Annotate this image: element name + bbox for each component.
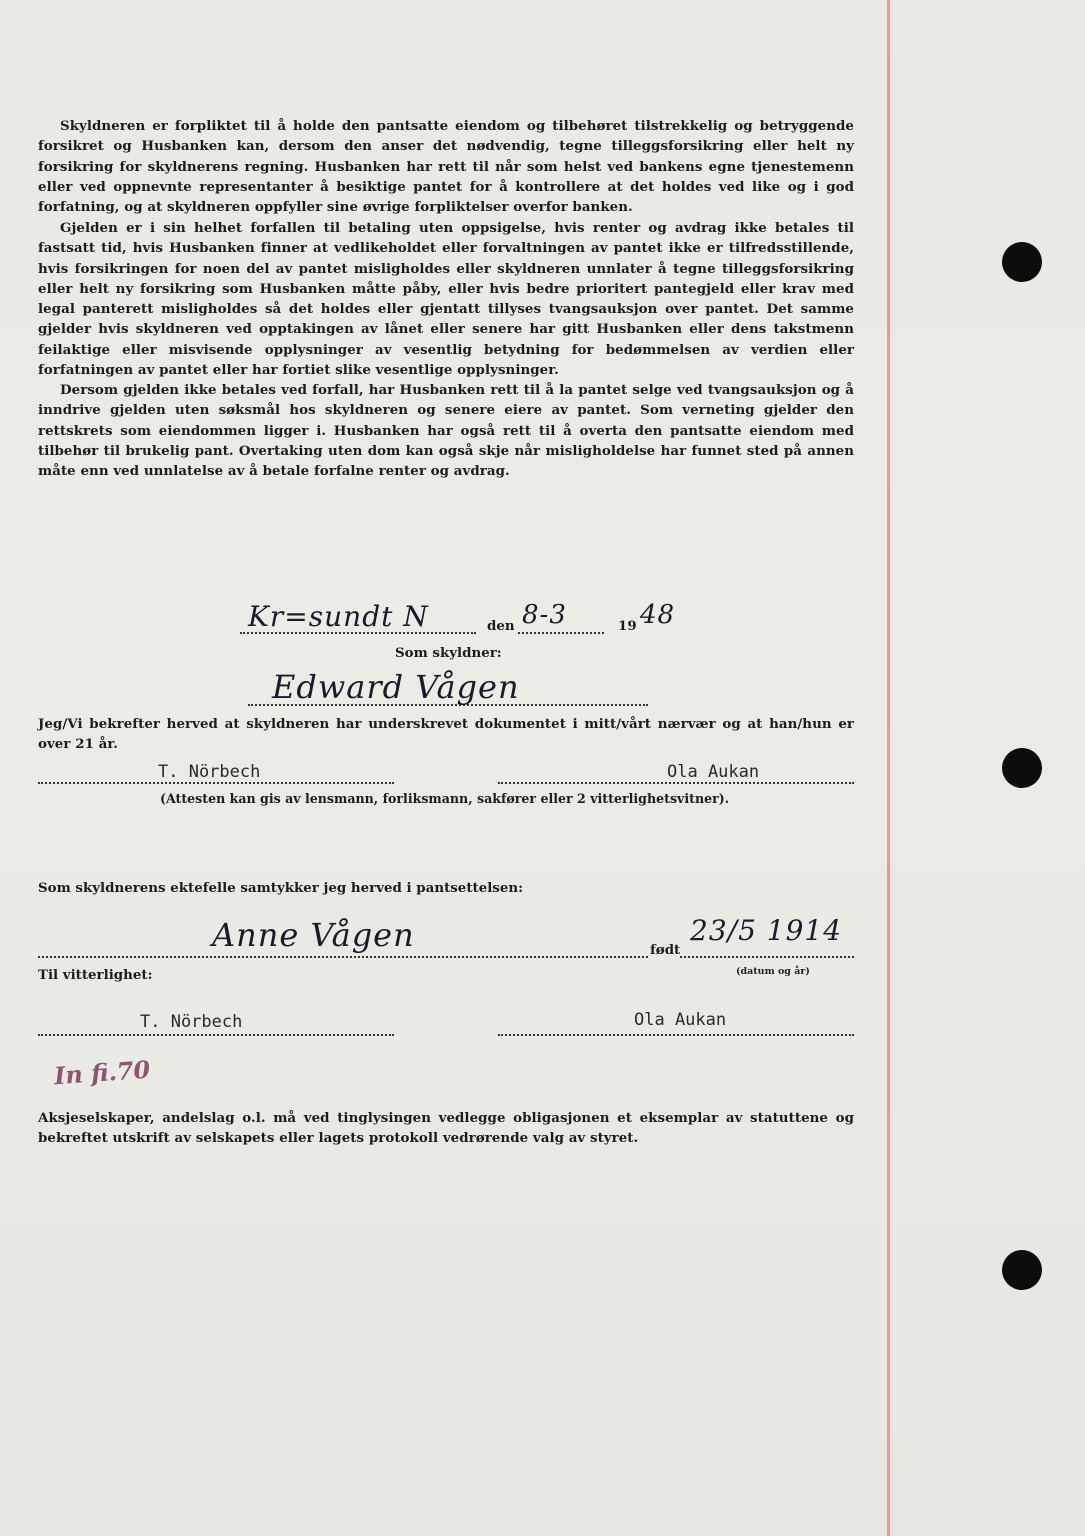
ink-stamp: In fi.70 — [53, 1054, 152, 1091]
witness-2-name: Ola Aukan — [667, 762, 760, 782]
date-hint: (datum og år) — [736, 966, 810, 977]
punch-hole — [1002, 748, 1042, 788]
den-label: den — [487, 618, 515, 634]
spouse-signature-line — [38, 956, 648, 958]
witness-1-line — [38, 782, 394, 784]
born-label: født — [650, 942, 681, 958]
punch-hole — [1002, 1250, 1042, 1290]
punch-hole — [1002, 242, 1042, 282]
year-prefix: 19 — [618, 618, 637, 634]
date-dotted-line — [518, 632, 604, 634]
as-debtor-label: Som skyldner: — [395, 645, 502, 661]
witness-1-name: T. Nörbech — [158, 762, 261, 782]
spouse-witness-2-name: Ola Aukan — [634, 1010, 727, 1030]
attestation-note: (Attesten kan gis av lensmann, forliksmann, sakfører eller 2 vitterlighetsvitner). — [160, 791, 730, 806]
year-handwriting: 48 — [640, 600, 676, 630]
witness-label: Til vitterlighet: — [38, 967, 153, 983]
paragraph-default-terms: Gjelden er i sin helhet forfallen til betaling uten oppsigelse, hvis renter og avdrag ikke betales til fastsatt tid, hvis Husbanken finner at vedlikeholdet eller forvaltningen av pantet ikke er tilfredsstillende, hvis forsikringen for noen del av pantet misligholdes eller skyldneren unnlater å tegne tilleggsforsikring eller helt ny forsikring som Husbanken måtte påby, eller hvis bedre prioritert pantegjeld eller krav med legal panterett misligholdes så det holdes eller gjentatt tillyses tvangsauksjon over pantet. Det samme gjelder hvis skyldneren ved opptakingen av lånet eller senere har gitt Husbanken eller dens takstmenn feilaktige eller misvisende opplysninger av vesentlig betydning for bedømmelsen av verdien eller forfatningen av pantet eller har fortiet slike vesentlige opplysninger. — [38, 220, 854, 379]
date-handwriting: 8-3 — [522, 600, 567, 630]
born-date-line — [680, 956, 854, 958]
spouse-signature: Anne Vågen — [212, 916, 415, 954]
debtor-signature: Edward Vågen — [272, 668, 520, 706]
witness-2-line — [498, 782, 854, 784]
spouse-consent-text: Som skyldnerens ektefelle samtykker jeg herved i pantsettelsen: — [38, 880, 524, 896]
attestation-text: Jeg/Vi bekrefter herved at skyldneren har underskrevet dokumentet i mitt/vårt nærvær og at han/hun er over 21 år. — [38, 716, 854, 753]
place-handwriting: Kr=sundt N — [248, 600, 429, 633]
paragraph-enforcement: Dersom gjelden ikke betales ved forfall, har Husbanken rett til å la pantet selge ved tvangsauksjon og å inndrive gjelden uten søksmål hos skyldneren og senere eiere av pantet. Som verneting gjelder den rettskrets som eiendommen ligger i. Husbanken har også rett til å overta den pantsatte eiendom med tilbehør til brukelig pant. Overtaking uten dom kan også skje når misligholdelse har funnet sted på annen måte enn ved unnlatelse av å betale forfalne renter og avdrag. — [38, 382, 854, 480]
born-date-handwriting: 23/5 1914 — [690, 914, 843, 947]
margin-line — [887, 0, 890, 1536]
spouse-witness-1-name: T. Nörbech — [140, 1012, 243, 1032]
spouse-witness-1-line — [38, 1034, 394, 1036]
footer-text: Aksjeselskaper, andelslag o.l. må ved tinglysingen vedlegge obligasjonen et eksemplar av statuttene og bekreftet utskrift av selskapets eller lagets protokoll vedrørende valg av styret. — [38, 1110, 854, 1147]
spouse-witness-2-line — [498, 1034, 854, 1036]
paragraph-insurance: Skyldneren er forpliktet til å holde den pantsatte eiendom og tilbehøret tilstrekkelig og betryggende forsikret og Husbanken kan, dersom den anser det nødvendig, tegne tilleggsforsikring eller helt ny forsikring for skyldnerens regning. Husbanken har rett til når som helst ved bankens egne tjenestemenn eller ved oppnevnte representanter å besiktige pantet for å kontrollere at det holdes ved like og i god forfatning, og at skyldneren oppfyller sine øvrige forpliktelser overfor banken. — [38, 118, 854, 216]
